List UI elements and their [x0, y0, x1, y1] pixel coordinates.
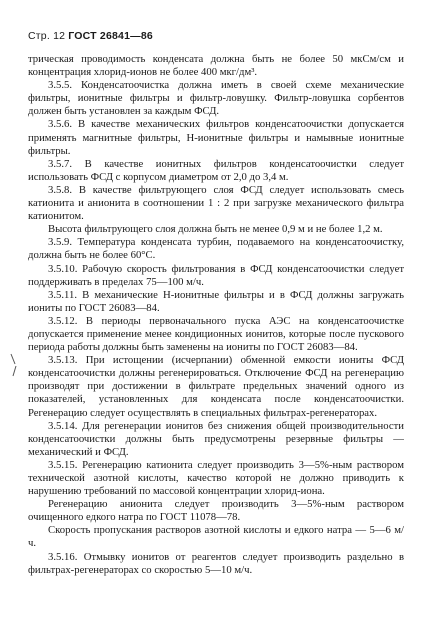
scan-mark: [8, 352, 22, 378]
page-header: [28, 30, 404, 42]
paragraph: 3.5.11. В механические Н-ионитные фильтры и в ФСД должны загружать иониты по ГОСТ 26083—84.: [28, 288, 404, 314]
paragraph: 3.5.12. В периоды первоначального пуска АЭС на конденсатоочистке допускается применение менее кондиционных ионитов, которые после пускового периода работы должны быть заменены на иониты по ГОСТ 26083—84.: [28, 314, 404, 354]
paragraph: 3.5.13. При истощении (исчерпании) обменной емкости иониты ФСД конденсатоочистки должны регенерироваться. Отключение ФСД на регенерацию производят при достижении в фильтрате предельных значений одного из показателей, установленных для конденсата после конденсатоочистки. Регенерацию следует осуществлять в специальных фильтрах-регенераторах.: [28, 354, 404, 419]
paragraph: Регенерацию анионита следует производить 3—5%-ным раствором очищенного едкого натра по ГОСТ 11078—78.: [28, 498, 404, 524]
page-number: Стр. 12: [28, 30, 66, 42]
standard-code: ГОСТ 26841—86: [68, 30, 153, 42]
document-body: [28, 53, 404, 577]
paragraph: 3.5.16. Отмывку ионитов от реагентов следует производить раздельно в фильтрах-регенераторах со скоростью 5—10 м/ч.: [28, 550, 404, 576]
paragraph: трическая проводимость конденсата должна быть не более 50 мкСм/см и концентрация хлорид-ионов не более 400 мкг/дм³.: [28, 53, 404, 79]
paragraph: 3.5.8. В качестве фильтрующего слоя ФСД следует использовать смесь катионита и анионита в соотношении 1 : 2 при загрузке механического фильтра катионитом.: [28, 183, 404, 223]
paragraph: 3.5.7. В качестве ионитных фильтров конденсатоочистки следует использовать ФСД с корпусом диаметром от 2,0 до 3,4 м.: [28, 157, 404, 183]
paragraph: 3.5.14. Для регенерации ионитов без снижения общей производительности конденсатоочистки должны быть предусмотрены резервные фильтры — механический и ФСД.: [28, 419, 404, 458]
paragraph: 3.5.5. Конденсатоочистка должна иметь в своей схеме механические фильтры, ионитные фильтры и фильтр-ловушку. Фильтр-ловушка сорбентов должен быть установлен за каждым ФСД.: [28, 79, 404, 118]
paragraph: Высота фильтрующего слоя должна быть не менее 0,9 м и не более 1,2 м.: [48, 223, 383, 236]
paragraph: 3.5.9. Температура конденсата турбин, подаваемого на конденсатоочистку, должна быть не более 60°С.: [28, 236, 404, 262]
paragraph: 3.5.15. Регенерацию катионита следует производить 3—5%-ным раствором технической азотной кислоты, качество которой не должно приводить к нарушению требований по массовой концентрации хлорид-иона.: [28, 458, 404, 498]
paragraph: Скорость пропускания растворов азотной кислоты и едкого натра — 5—6 м/ч.: [28, 524, 404, 550]
paragraph: 3.5.6. В качестве механических фильтров конденсатоочистки допускается применять магнитные фильтры, Н-ионитные фильтры и намывные ионитные фильтры.: [28, 118, 404, 157]
paragraph: 3.5.10. Рабочую скорость фильтрования в ФСД конденсатоочистки следует поддерживать в пределах 75—100 м/ч.: [28, 262, 404, 288]
